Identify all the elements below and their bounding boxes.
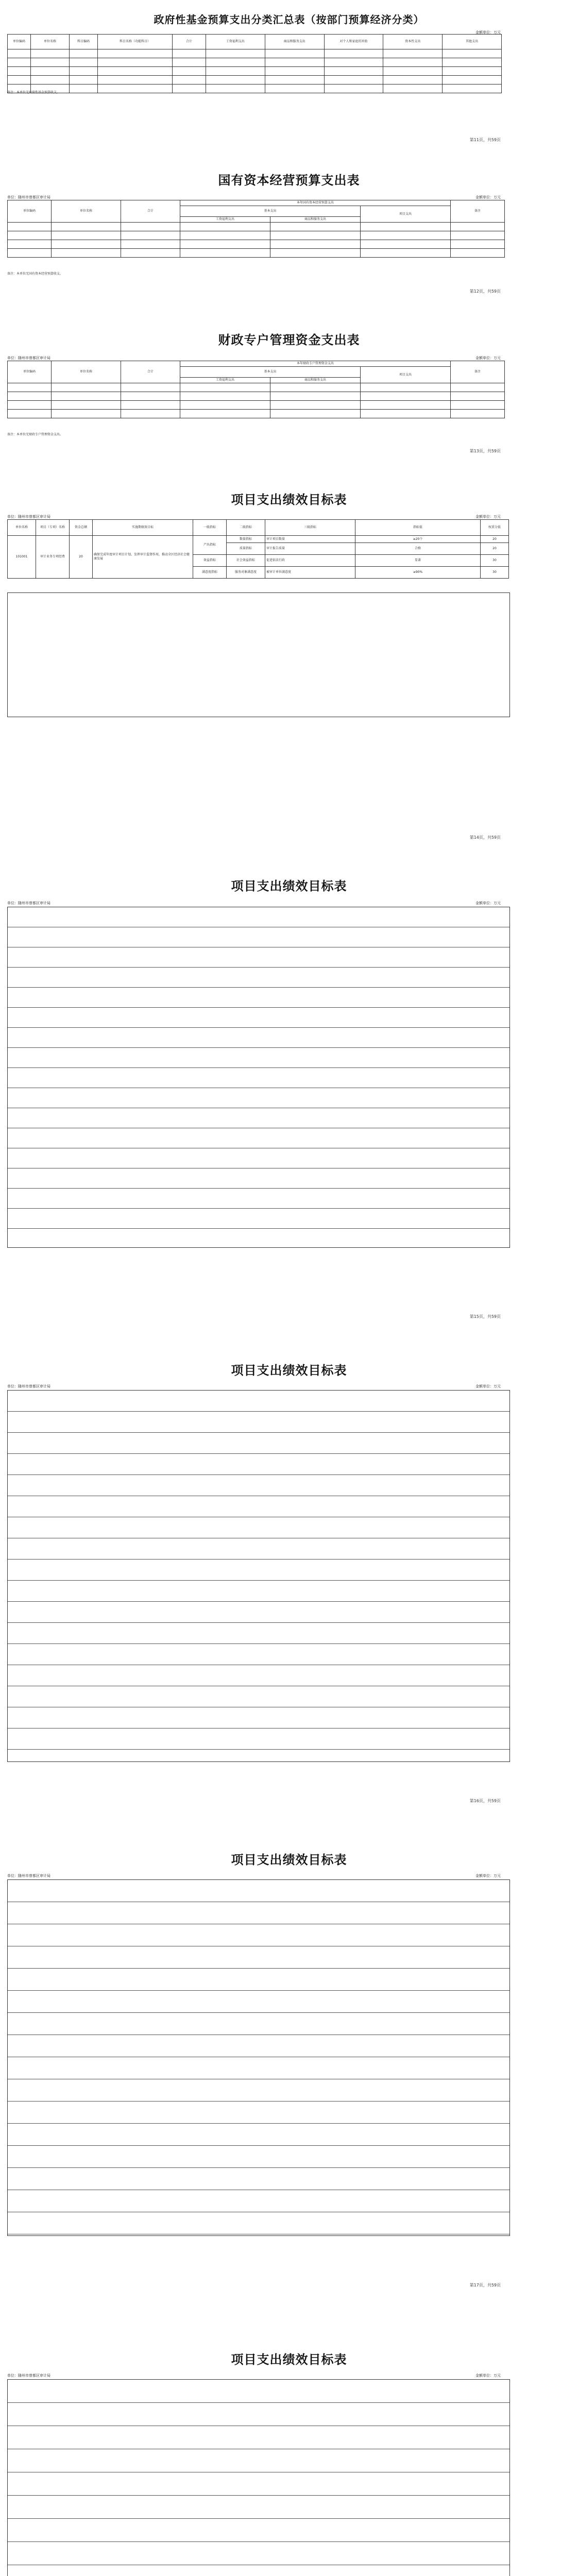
header-cell: 备注 (451, 361, 505, 383)
header-cell: 单位编码 (8, 200, 52, 223)
header-cell: 资金总额 (70, 520, 93, 536)
page-number: 第16页，共59页 (469, 1799, 501, 1803)
header-cell: 合计 (173, 35, 206, 49)
header-cell: 工资福利支出 (206, 35, 265, 49)
header-cell: 一级指标 (193, 520, 227, 536)
header-cell: 单位名称 (8, 520, 36, 536)
header-cell: 单位名称 (52, 200, 121, 223)
header-cell: 本年国有资本经营预算支出 (180, 200, 451, 206)
performance-table-block (7, 2379, 510, 2576)
header-cell: 本年财政专户管理资金支出 (180, 361, 451, 367)
performance-table (7, 519, 509, 579)
header-cell: 权重分值 (481, 520, 509, 536)
header-cell: 单位名称 (52, 361, 121, 383)
table-row: 效益指标 社会效益指标 促进依法行政 显著 30 (8, 555, 509, 567)
unit-label: 金额单位：万元 (475, 515, 501, 519)
page-number: 第12页，共59页 (469, 289, 501, 294)
header-cell: 商品和服务支出 (270, 217, 361, 223)
header-cell: 实施期绩效目标 (93, 520, 193, 536)
page-number: 第11页，共59页 (469, 138, 501, 142)
header-cell: 商品和服务支出 (265, 35, 324, 49)
page-title: 项目支出绩效目标表 (231, 879, 347, 893)
header-cell: 项目（专项）名称 (36, 520, 70, 536)
dept-label: 单位：随州市曾都区审计局 (7, 2374, 50, 2378)
table-note: 备注：本单位无政府性基金预算收支。 (7, 91, 60, 94)
table-continuation (7, 592, 510, 717)
header-cell: 三级指标 (265, 520, 355, 536)
performance-table-block (7, 1879, 510, 2236)
header-cell: 指标值 (355, 520, 481, 536)
page-number: 第17页，共59页 (469, 2283, 501, 2287)
dept-label: 单位：随州市曾都区审计局 (7, 1384, 50, 1388)
header-cell: 对个人和家庭的补助 (324, 35, 383, 49)
header-cell: 备注 (451, 200, 505, 223)
capital-table (7, 200, 505, 258)
unit-label: 金额单位：万元 (475, 1874, 501, 1878)
page-title: 项目支出绩效目标表 (231, 1853, 347, 1867)
fund-table (7, 34, 502, 93)
header-cell: 商品和服务支出 (270, 378, 361, 383)
header-cell: 科目名称（功能科目） (98, 35, 173, 49)
page-title: 财政专户管理资金支出表 (218, 333, 360, 347)
header-cell: 合计 (121, 200, 180, 223)
unit-label: 金额单位：万元 (475, 30, 501, 35)
dept-label: 单位：随州市曾都区审计局 (7, 515, 50, 519)
table-row: 满意度指标 服务对象满意度 被审计单位满意度 ≥90% 30 (8, 567, 509, 579)
header-cell: 项目支出 (361, 367, 451, 383)
header-cell: 二级指标 (227, 520, 265, 536)
page-title: 国有资本经营预算支出表 (218, 173, 360, 188)
page-title: 政府性基金预算支出分类汇总表（按部门预算经济分类） (154, 13, 424, 26)
table-note: 备注：本单位无国有资本经营预算收支。 (7, 272, 63, 276)
performance-table-block (7, 1390, 510, 1762)
page-number: 第15页，共59页 (469, 1314, 501, 1319)
header-cell: 工资福利支出 (180, 217, 270, 223)
unit-label: 金额单位：万元 (475, 356, 501, 360)
table-row: 质量指标 审计报告质量 合格 20 (8, 543, 509, 555)
special-table (7, 361, 505, 418)
unit-label: 金额单位：万元 (475, 901, 501, 905)
unit-label: 金额单位：万元 (475, 195, 501, 199)
dept-label: 单位：随州市曾都区审计局 (7, 195, 50, 199)
header-cell: 科目编码 (70, 35, 98, 49)
page-title: 项目支出绩效目标表 (231, 1363, 347, 1378)
dept-label: 单位：随州市曾都区审计局 (7, 356, 50, 360)
header-cell: 项目支出 (361, 206, 451, 223)
dept-label: 单位：随州市曾都区审计局 (7, 901, 50, 905)
header-cell: 基本支出 (180, 367, 361, 378)
page-number: 第14页，共59页 (469, 835, 501, 840)
header-cell: 基本支出 (180, 206, 361, 217)
table-note: 备注：本单位无财政专户管理资金支出。 (7, 433, 63, 436)
performance-table-block (7, 907, 510, 1248)
table-row: 101001 审计业务专项经费 20 确保完成年度审计项目计划，发挥审计监督作用，推动全区经济社会健康发展 产出指标 数量指标 审计项目数量 ≥20个 20 (8, 536, 509, 543)
page-number: 第13页，共59页 (469, 449, 501, 453)
header-cell: 单位名称 (31, 35, 70, 49)
unit-label: 金额单位：万元 (475, 2374, 501, 2378)
page-title: 项目支出绩效目标表 (231, 493, 347, 507)
header-cell: 其他支出 (443, 35, 502, 49)
header-cell: 资本性支出 (383, 35, 443, 49)
header-cell: 单位编码 (8, 35, 31, 49)
header-cell: 合计 (121, 361, 180, 383)
unit-label: 金额单位：万元 (475, 1384, 501, 1388)
dept-label: 单位：随州市曾都区审计局 (7, 1874, 50, 1878)
header-cell: 工资福利支出 (180, 378, 270, 383)
page-title: 项目支出绩效目标表 (231, 2352, 347, 2367)
header-cell: 单位编码 (8, 361, 52, 383)
